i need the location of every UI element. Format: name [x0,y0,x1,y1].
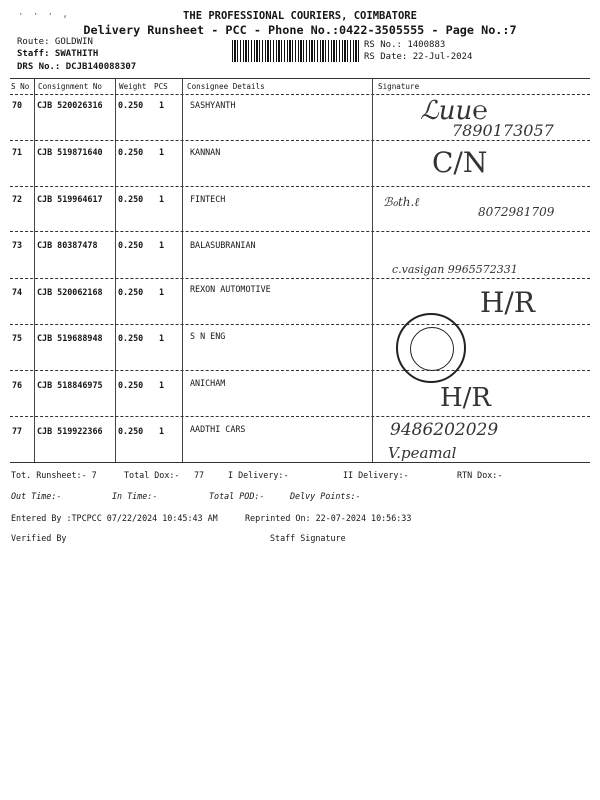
col-header-weight: Weight [119,82,147,91]
signature-scribble: ℬℴtℎ.ℓ [383,195,420,209]
rtn-dox-label: RTN Dox:- [457,470,503,480]
row-pcs: 1 [159,194,165,204]
col-header-signature: Signature [378,82,420,91]
row-consignment: CJB 519964617 [37,194,103,204]
row-sno: 76 [12,380,23,390]
row-separator [10,416,590,417]
row-separator [10,324,590,325]
rs-number: RS No.: 1400883 [364,40,446,50]
reprinted-on: Reprinted On: 22-07-2024 10:56:33 [245,513,412,523]
row-sno: 71 [12,147,23,157]
row-separator [10,186,590,187]
col-header-consignment: Consignment No [38,82,103,91]
row-pcs: 1 [159,287,165,297]
row-consignee: REXON AUTOMOTIVE [190,284,271,294]
row-pcs: 1 [159,240,165,250]
scan-mark: · · · , [18,10,70,20]
verified-by-label: Verified By [11,533,67,543]
handwritten-cn: C/N [432,146,488,179]
row-pcs: 1 [159,380,165,390]
route-label: Route: GOLDWIN [17,37,93,47]
row-sno: 70 [12,100,23,110]
staff-signature-label: Staff Signature [270,533,346,543]
row-consignee: ANICHAM [190,378,226,388]
row-consignee: AADTHI CARS [190,424,246,434]
row-sno: 72 [12,194,23,204]
barcode [232,40,360,62]
row-separator [10,370,590,371]
in-time-label: In Time:- [112,491,158,501]
row-pcs: 1 [159,100,165,110]
company-stamp [396,313,466,383]
handwritten-phone: 9486202029 [390,420,499,440]
row-weight: 0.250 [118,333,144,343]
entered-by: Entered By :TPCPCC 07/22/2024 10:45:43 AM [11,513,218,523]
company-title: THE PROFESSIONAL COURIERS, COIMBATORE [183,10,417,22]
row-sno: 73 [12,240,23,250]
col-header-consignee: Consignee Details [187,82,265,91]
row-pcs: 1 [159,333,165,343]
staff-label: Staff: SWATHITH [17,49,99,59]
total-dox-label: Total Dox:- [124,470,180,480]
row-consignment: CJB 520062168 [37,287,103,297]
row-consignee: S N ENG [190,331,226,341]
col-header-pcs: PCS [154,82,168,91]
handwritten-phone: 8072981709 [478,205,555,219]
row-consignment: CJB 519688948 [37,333,103,343]
row-consignee: KANNAN [190,147,221,157]
total-dox-value: 77 [194,470,205,480]
row-consignment: CJB 518846975 [37,380,103,390]
row-separator [10,231,590,232]
col-header-sno: S No [11,82,30,91]
handwritten-name: V.peamal [388,444,457,462]
row-weight: 0.250 [118,100,144,110]
col-divider [115,78,116,462]
handwritten-phone: 7890173057 [452,121,554,140]
row-pcs: 1 [159,426,165,436]
row-consignment: CJB 520026316 [37,100,103,110]
row-weight: 0.250 [118,194,144,204]
row-sno: 74 [12,287,23,297]
row-separator [10,140,590,141]
row-pcs: 1 [159,147,165,157]
col-divider [34,78,35,462]
row-weight: 0.250 [118,380,144,390]
total-runsheet: Tot. Runsheet:- 7 [11,470,97,480]
row-consignee: FINTECH [190,194,226,204]
col-divider [372,78,373,462]
row-weight: 0.250 [118,240,144,250]
delivery-points-label: Delvy Points:- [290,491,361,501]
row-consignment: CJB 519922366 [37,426,103,436]
col-divider [182,78,183,462]
total-pod-label: Total POD:- [209,491,265,501]
row-weight: 0.250 [118,147,144,157]
runsheet-subtitle: Delivery Runsheet - PCC - Phone No.:0422-3505555 - Page No.:7 [83,23,517,37]
out-time-label: Out Time:- [11,491,62,501]
row-consignment: CJB 80387478 [37,240,98,250]
ii-delivery-label: II Delivery:- [343,470,409,480]
row-consignee: BALASUBRANIAN [190,240,256,250]
drs-number: DRS No.: DCJB140088307 [17,62,137,72]
handwritten-hr: H/R [440,383,492,413]
table-bottom-rule [10,462,590,463]
signature-scribble: ℒuu℮ [420,96,488,126]
row-sno: 75 [12,333,23,343]
row-weight: 0.250 [118,426,144,436]
table-top-rule [10,78,590,79]
rs-date: RS Date: 22-Jul-2024 [364,52,473,62]
handwritten-hr: H/R [480,286,535,319]
row-sno: 77 [12,426,23,436]
i-delivery-label: I Delivery:- [228,470,289,480]
row-consignment: CJB 519871640 [37,147,103,157]
table-header-rule [10,94,590,95]
row-separator [10,278,590,279]
row-consignee: SASHYANTH [190,100,236,110]
handwritten-name-phone: c.vasigan 9965572331 [392,263,518,276]
row-weight: 0.250 [118,287,144,297]
